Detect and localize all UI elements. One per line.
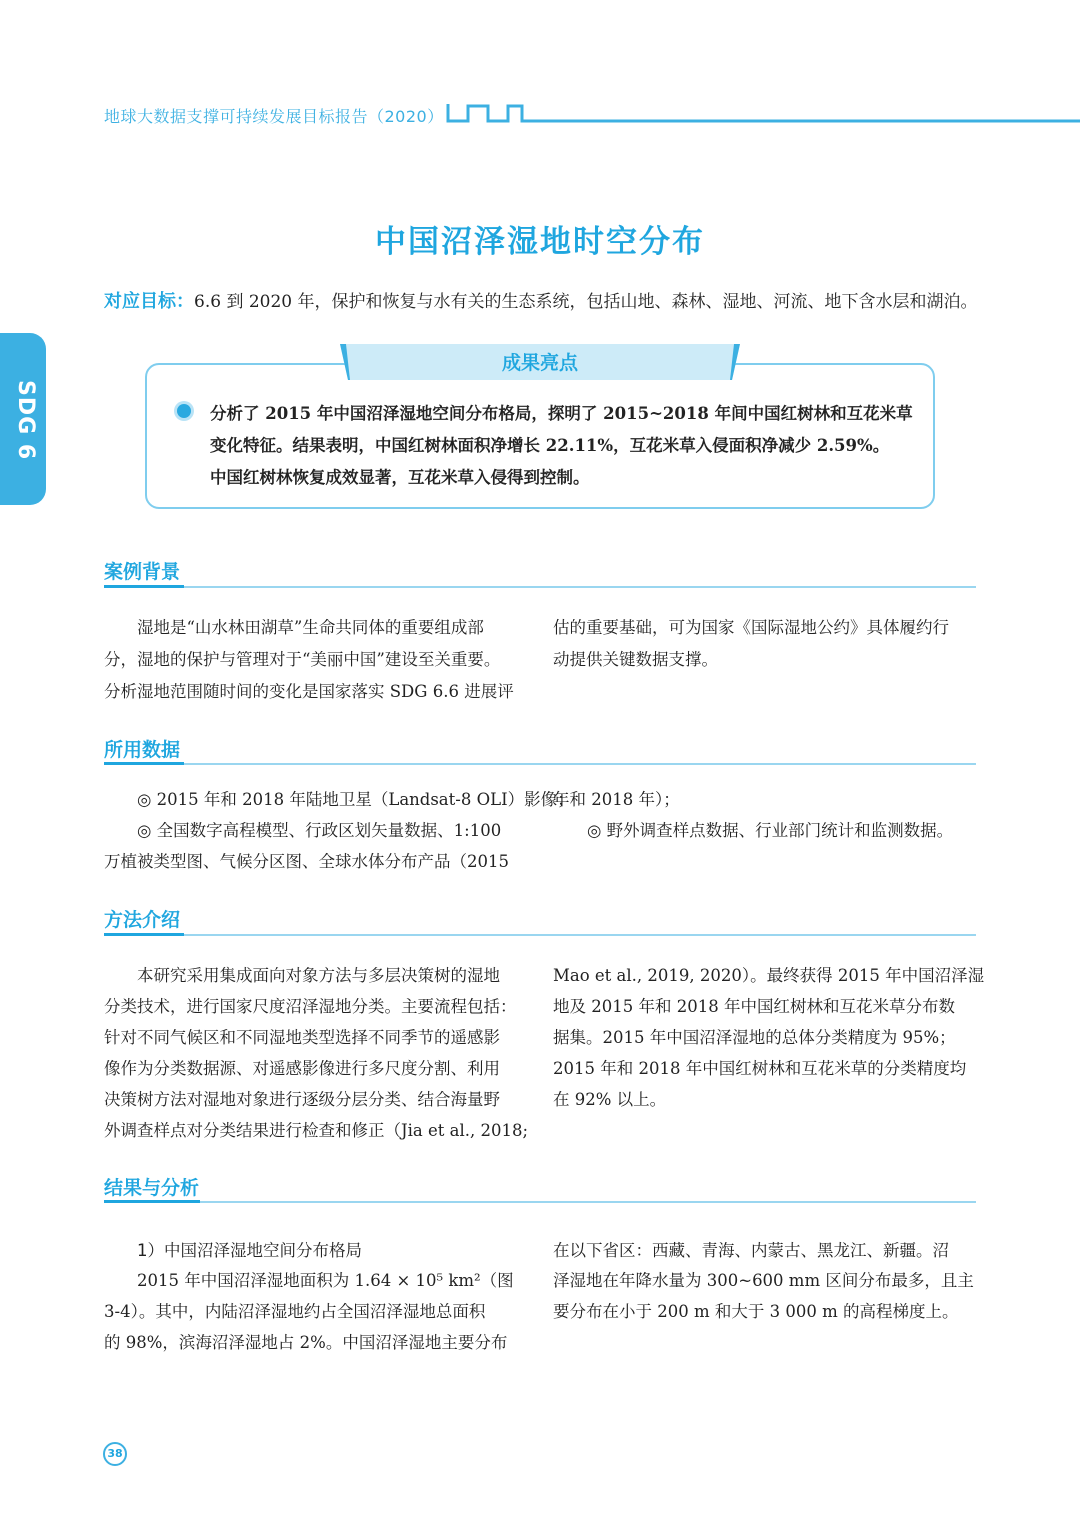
body-line: 湿地是“山水林田湖草”生命共同体的重要组成部 — [137, 618, 484, 637]
highlight-line: 中国红树林恢复成效显著，互花米草入侵得到控制。 — [210, 468, 590, 487]
body-line: 决策树方法对湿地对象进行逐级分层分类、结合海量野 — [104, 1090, 500, 1109]
highlight-line: 变化特征。结果表明，中国红树林面积净增长 22.11%，互花米草入侵面积净减少 2.59%。 — [210, 436, 890, 455]
body-line: 在 92% 以上。 — [553, 1090, 667, 1109]
highlight-line: 分析了 2015 年中国沼泽湿地空间分布格局，探明了 2015~2018 年间中国红树林和互花米草 — [210, 404, 913, 423]
body-line: 据集。2015 年中国沼泽湿地的总体分类精度为 95%； — [553, 1028, 956, 1047]
section-accent — [104, 933, 184, 936]
section-divider — [104, 763, 976, 765]
running-header: 地球大数据支撑可持续发展目标报告（2020） — [104, 107, 444, 126]
section-accent — [104, 762, 184, 765]
body-line: 的 98%，滨海沼泽湿地占 2%。中国沼泽湿地主要分布 — [104, 1333, 508, 1352]
body-line: 分类技术，进行国家尺度沼泽湿地分类。主要流程包括： — [104, 997, 517, 1016]
body-line: 动提供关键数据支撑。 — [553, 650, 718, 669]
bullet-icon — [177, 404, 191, 418]
target-label: 对应目标： — [104, 291, 194, 312]
sdg-side-tab — [0, 333, 46, 505]
body-line: ◎ 2015 年和 2018 年陆地卫星（Landsat-8 OLI）影像； — [137, 790, 574, 809]
section-title-data: 所用数据 — [104, 739, 181, 761]
body-line: 万植被类型图、气候分区图、全球水体分布产品（2015 — [104, 852, 509, 871]
section-title-method: 方法介绍 — [104, 909, 181, 931]
body-line: 针对不同气候区和不同湿地类型选择不同季节的遥感影 — [104, 1028, 500, 1047]
body-line: 分析湿地范围随时间的变化是国家落实 SDG 6.6 进展评 — [104, 682, 514, 701]
body-line: 年和 2018 年）； — [553, 790, 680, 809]
target-statement — [104, 287, 978, 313]
subheading: 1）中国沼泽湿地空间分布格局 — [137, 1241, 362, 1260]
section-accent — [104, 585, 184, 588]
target-text: 6.6 到 2020 年，保护和恢复与水有关的生态系统，包括山地、森林、湿地、河流、地下含水层和湖泊。 — [194, 292, 978, 312]
highlight-label: 成果亮点 — [501, 352, 578, 374]
section-divider — [104, 934, 976, 936]
sdg-tab-label: SDG 6 — [13, 379, 38, 461]
page-number: 38 — [103, 1442, 127, 1466]
body-line: 地及 2015 年和 2018 年中国红树林和互花米草分布数 — [553, 997, 955, 1016]
section-divider — [104, 1201, 976, 1203]
body-line: 在以下省区：西藏、青海、内蒙古、黑龙江、新疆。沼 — [553, 1241, 949, 1260]
body-line: 本研究采用集成面向对象方法与多层决策树的湿地 — [137, 966, 500, 985]
body-line: 泽湿地在年降水量为 300~600 mm 区间分布最多，且主 — [553, 1271, 974, 1290]
body-line: 像作为分类数据源、对遥感影像进行多尺度分割、利用 — [104, 1059, 500, 1078]
body-line: ◎ 全国数字高程模型、行政区划矢量数据、1:100 — [137, 821, 502, 840]
body-line: 要分布在小于 200 m 和大于 3 000 m 的高程梯度上。 — [553, 1302, 959, 1321]
section-title-background: 案例背景 — [104, 561, 181, 583]
page-title: 中国沼泽湿地时空分布 — [375, 224, 705, 260]
body-line: ◎ 野外调查样点数据、行业部门统计和监测数据。 — [587, 821, 954, 840]
body-line: 3-4）。其中，内陆沼泽湿地约占全国沼泽湿地总面积 — [104, 1302, 486, 1321]
body-line: 估的重要基础，可为国家《国际湿地公约》具体履约行 — [553, 618, 949, 637]
body-line: 2015 年中国沼泽湿地面积为 1.64 × 10⁵ km²（图 — [137, 1271, 514, 1290]
body-line: 外调查样点对分类结果进行检查和修正（Jia et al., 2018; — [104, 1121, 529, 1140]
body-line: 2015 年和 2018 年中国红树林和互花米草的分类精度均 — [553, 1059, 967, 1078]
section-divider — [104, 586, 976, 588]
section-title-results: 结果与分析 — [104, 1177, 200, 1199]
body-line: Mao et al., 2019, 2020）。最终获得 2015 年中国沼泽湿 — [553, 966, 985, 985]
section-accent — [104, 1200, 200, 1203]
body-line: 分，湿地的保护与管理对于“美丽中国”建设至关重要。 — [104, 650, 501, 669]
